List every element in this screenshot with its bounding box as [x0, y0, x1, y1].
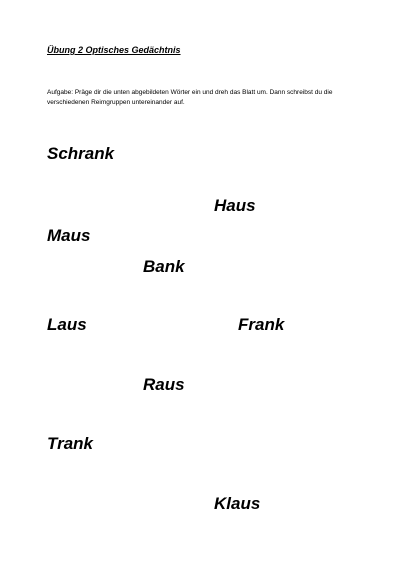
word-laus: Laus [47, 315, 87, 334]
word-schrank: Schrank [47, 144, 115, 163]
word-bank: Bank [143, 257, 185, 276]
word-frank: Frank [238, 315, 285, 334]
word-haus: Haus [214, 196, 256, 215]
word-klaus: Klaus [214, 494, 261, 513]
word-maus: Maus [47, 226, 91, 245]
word-trank: Trank [47, 434, 93, 453]
task-instructions: Aufgabe: Präge dir die unten abgebildeten Wörter ein und dreh das Blatt um. Dann schreibst du die verschiedenen Reimgruppen untereinander auf. [47, 89, 333, 106]
word-raus: Raus [143, 375, 185, 394]
page-title: Übung 2 Optisches Gedächtnis [47, 45, 181, 55]
